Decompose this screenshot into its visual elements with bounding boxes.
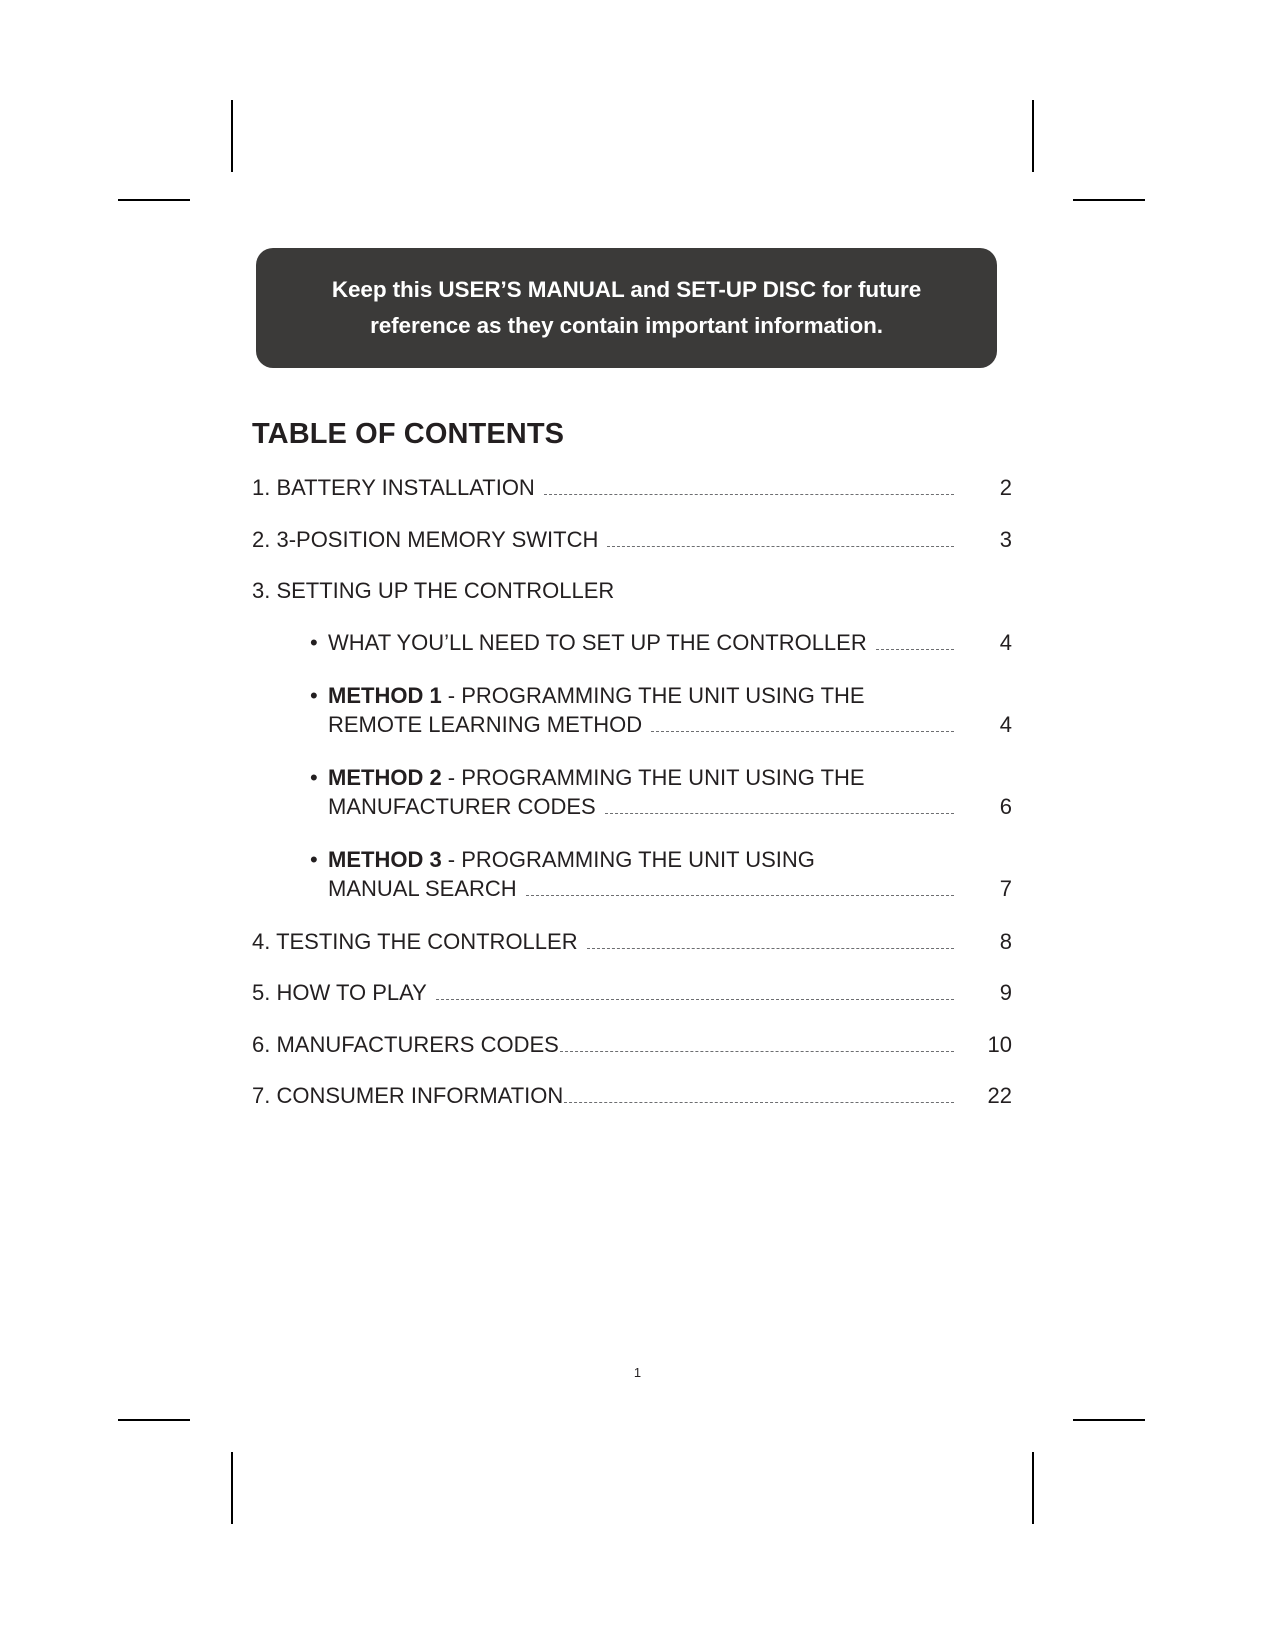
toc-entry-page-number: 8 [999, 928, 1012, 954]
toc-entry-label: 4. TESTING THE CONTROLLER [252, 928, 578, 954]
toc-subentry-line-2 [328, 874, 1012, 903]
toc-entry-left [252, 473, 954, 502]
toc-subentry-method-3[interactable] [252, 845, 1012, 903]
toc-subentry-label-line-2: MANUAL SEARCH [328, 875, 517, 901]
toc-entry-left [252, 927, 954, 956]
toc-leader-dots [544, 493, 954, 495]
crop-mark-bottom-left-horizontal [118, 1419, 190, 1421]
toc-entry-how-to-play[interactable] [252, 978, 1012, 1007]
toc-subentry-label-line-2: MANUFACTURER CODES [328, 793, 596, 819]
toc-subentry-page-number: 6 [999, 793, 1012, 819]
bullet-icon: • [310, 764, 318, 790]
toc-entry-page-number: 2 [999, 475, 1012, 500]
method-description: - PROGRAMMING THE UNIT USING THE [441, 682, 865, 708]
notice-line-1: Keep this USER’S MANUAL and SET-UP DISC for future [331, 277, 922, 303]
toc-leader-dots [560, 1050, 954, 1052]
toc-subentry-wrap [310, 628, 1012, 657]
toc-subentry-label-line-1 [328, 763, 865, 792]
toc-leader-dots [651, 730, 954, 732]
toc-entry-page-number: 9 [999, 980, 1012, 1006]
toc-leader-dots [607, 545, 954, 547]
toc-subentry-page-number: 7 [999, 875, 1012, 901]
toc-subentry-label-line-1 [328, 845, 815, 874]
toc-entry-label: 7. CONSUMER INFORMATION [252, 1083, 564, 1109]
toc-entry-page-number: 10 [987, 1031, 1012, 1057]
bullet-icon: • [310, 682, 318, 708]
toc-leader-dots [436, 998, 954, 1000]
toc-entry-consumer-information[interactable] [252, 1081, 1012, 1110]
toc-leader-dots [605, 812, 954, 814]
toc-subentry-label: WHAT YOU’LL NEED TO SET UP THE CONTROLLER [328, 629, 867, 655]
toc-subentry-line-1 [328, 763, 1012, 792]
table-of-contents [252, 418, 1012, 1133]
keep-manual-notice-banner [256, 248, 997, 368]
toc-subentry-body [328, 628, 1012, 657]
method-label: METHOD 3 [328, 846, 442, 872]
toc-entry-left [252, 1030, 954, 1059]
toc-entry-left [252, 978, 954, 1007]
method-label: METHOD 2 [328, 764, 442, 790]
bullet-icon: • [310, 846, 318, 872]
toc-subentry-wrap [310, 845, 1012, 903]
toc-leader-dots [876, 648, 954, 650]
toc-subentry-body [328, 763, 1012, 821]
notice-text [332, 272, 921, 343]
toc-entry-manufacturers-codes[interactable] [252, 1030, 1012, 1059]
toc-subentry-line-2 [328, 792, 1012, 821]
crop-mark-bottom-left-vertical [231, 1452, 233, 1524]
crop-mark-bottom-right-vertical [1032, 1452, 1034, 1524]
toc-entry-label: 5. HOW TO PLAY [252, 980, 427, 1006]
method-description: - PROGRAMMING THE UNIT USING [441, 846, 815, 872]
crop-mark-top-left-horizontal [118, 199, 190, 201]
crop-mark-top-right-vertical [1032, 100, 1034, 172]
toc-entry-page-number: 22 [987, 1083, 1012, 1109]
toc-entry-left [252, 576, 954, 605]
toc-subentry-body [328, 845, 1012, 903]
notice-line-2: reference as they contain important information. [370, 313, 883, 338]
toc-subentry-method-2[interactable] [252, 763, 1012, 821]
table-of-contents-title: TABLE OF CONTENTS [252, 418, 565, 450]
toc-subentry-label-line-2: REMOTE LEARNING METHOD [328, 711, 643, 737]
toc-entry-battery-installation[interactable] [252, 473, 1012, 502]
crop-mark-top-right-horizontal [1073, 199, 1145, 201]
toc-subentry-wrap [310, 763, 1012, 821]
page-folio-number: 1 [633, 1365, 642, 1380]
toc-subentry-page-number: 4 [999, 711, 1012, 737]
toc-subentry-line-1 [328, 845, 1012, 874]
toc-entry-label: 2. 3-POSITION MEMORY SWITCH [252, 526, 599, 552]
toc-subentry-line-1 [328, 681, 1012, 710]
toc-subentry-method-1[interactable] [252, 681, 1012, 739]
toc-entry-setting-up-controller[interactable] [252, 576, 1012, 605]
toc-subentry-page-number: 4 [999, 629, 1012, 655]
toc-leader-dots [587, 947, 954, 949]
toc-entry-left [252, 1081, 954, 1110]
toc-entry-label: 3. SETTING UP THE CONTROLLER [252, 578, 615, 604]
toc-subentry-body [328, 681, 1012, 739]
toc-entry-memory-switch[interactable] [252, 525, 1012, 554]
method-description: - PROGRAMMING THE UNIT USING THE [441, 764, 865, 790]
toc-subentry-wrap [310, 681, 1012, 739]
toc-subentry-what-youll-need[interactable] [252, 628, 1012, 657]
toc-entry-testing-controller[interactable] [252, 927, 1012, 956]
toc-entry-label: 6. MANUFACTURERS CODES [252, 1031, 559, 1057]
crop-mark-top-left-vertical [231, 100, 233, 172]
toc-subentry-label-line-1 [328, 681, 865, 710]
toc-leader-dots [564, 1101, 954, 1103]
toc-leader-dots [526, 894, 954, 896]
crop-mark-bottom-right-horizontal [1073, 1419, 1145, 1421]
toc-subentry-line-2 [328, 710, 1012, 739]
toc-entry-label: 1. BATTERY INSTALLATION [252, 475, 535, 500]
method-label: METHOD 1 [328, 682, 442, 708]
bullet-icon: • [310, 629, 318, 655]
toc-entry-page-number: 3 [999, 526, 1012, 552]
toc-entry-left [252, 525, 954, 554]
toc-subentry-line [328, 628, 1012, 657]
